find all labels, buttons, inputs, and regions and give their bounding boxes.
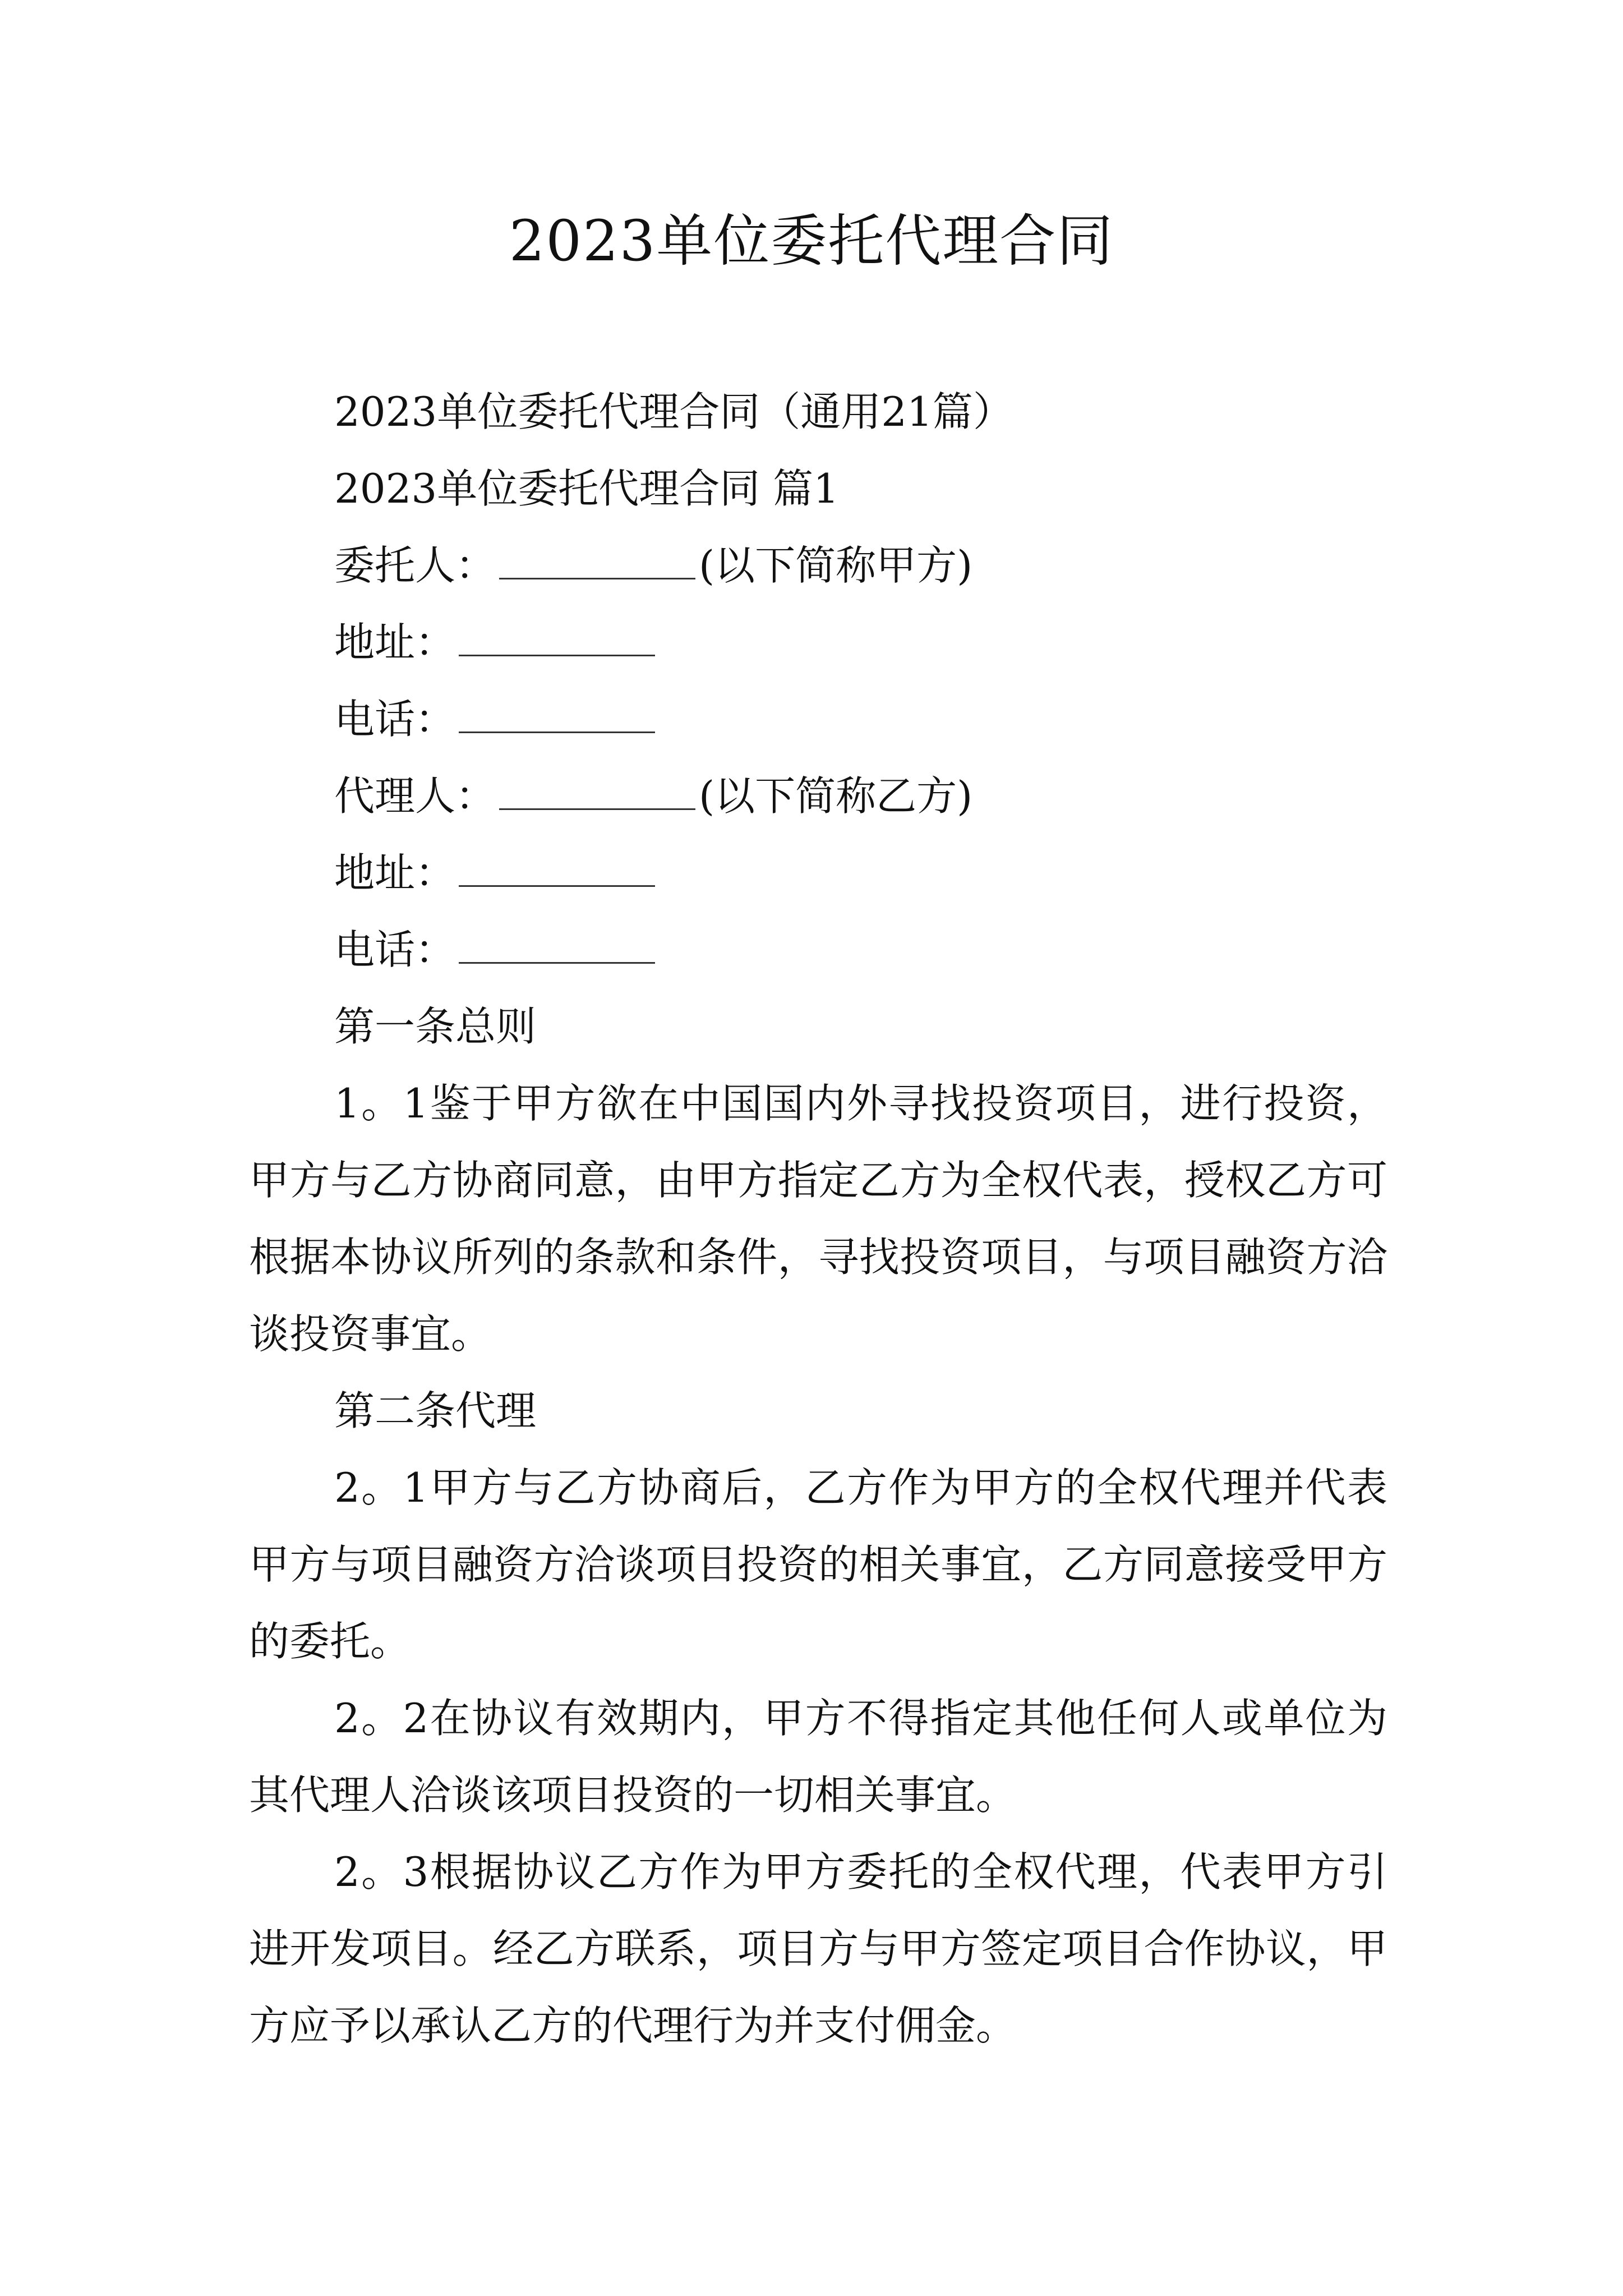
article2-paragraph-2: 2。2在协议有效期内，甲方不得指定其他任何人或单位为其代理人洽谈该项目投资的一切相关事宜。: [249, 1695, 1387, 1819]
agent-address-line: [249, 835, 1387, 912]
agent-label: 代理人：: [334, 772, 496, 820]
agent-blank: [499, 776, 695, 810]
principal-blank: [499, 545, 695, 579]
article1-paragraph-1: 1。1鉴于甲方欲在中国国内外寻找投资项目，进行投资，甲方与乙方协商同意，由甲方指定乙方为全权代表，授权乙方可根据本协议所列的条款和条件，寻找投资项目，与项目融资方洽谈投资事宜。: [249, 1080, 1387, 1358]
agent-phone-label: 电话：: [334, 926, 456, 973]
principal-suffix: (以下简称甲方): [699, 542, 973, 589]
agent-address-label: 地址：: [334, 849, 456, 896]
document-title: 2023单位委托代理合同: [509, 208, 1114, 274]
principal-line: [249, 527, 1387, 604]
principal-phone-label: 电话：: [334, 696, 456, 743]
article2-heading: 第二条代理: [334, 1387, 537, 1434]
agent-suffix: (以下简称乙方): [699, 772, 973, 820]
agent-phone-line: [249, 912, 1387, 988]
article2-paragraph-3: 2。3根据协议乙方作为甲方委托的全权代理，代表甲方引进开发项目。经乙方联系，项目方与甲方签定项目合作协议，甲方应予以承认乙方的代理行为并支付佣金。: [249, 1848, 1387, 2049]
agent-line: [249, 758, 1387, 835]
agent-address-blank: [459, 853, 655, 887]
document-body: [249, 374, 1387, 2064]
agent-phone-blank: [459, 930, 655, 964]
principal-address-line: [249, 604, 1387, 681]
principal-phone-line: [249, 681, 1387, 758]
principal-address-blank: [459, 622, 655, 656]
principal-address-label: 地址：: [334, 619, 456, 666]
article2-paragraph-1: 2。1甲方与乙方协商后，乙方作为甲方的全权代理并代表甲方与项目融资方洽谈项目投资的相关事宜，乙方同意接受甲方的委托。: [249, 1464, 1387, 1665]
section-heading: 2023单位委托代理合同 篇1: [334, 465, 839, 512]
principal-label: 委托人：: [334, 542, 496, 589]
document-subtitle: 2023单位委托代理合同（通用21篇）: [334, 388, 1013, 435]
article1-heading: 第一条总则: [334, 1003, 537, 1050]
principal-phone-blank: [459, 699, 655, 733]
